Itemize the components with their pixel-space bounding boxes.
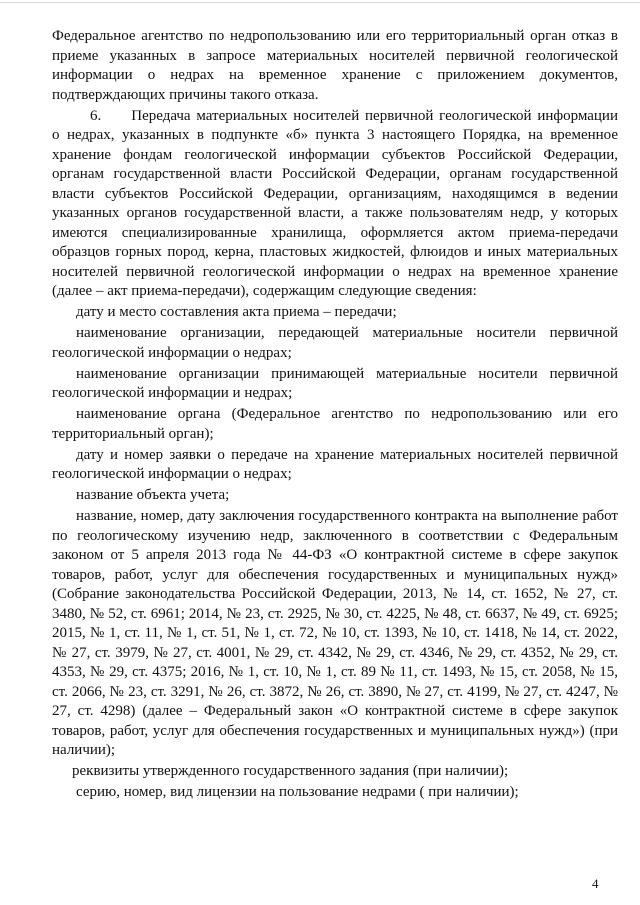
list-item-state-contract: название, номер, дату заключения государственного контракта на выполнение работ по геологическому изучению недр, заключенного в соответствии с Федеральным законом от 5 апреля 2013 года № 44-ФЗ «О контрактной системе в сфере закупок товаров, работ, услуг для обеспечения государственных и муниципальных нужд» (Собрание законодательства Российской Федерации, 2013, № 14, ст. 1652, № 27, ст. 3480, № 52, ст. 6961; 2014, № 23, ст. 2925, № 30, ст. 4225, № 48, ст. 6637, № 49, ст. 6925; 2015, № 1, ст. 11, № 1, ст. 51, № 1, ст. 72, № 10, ст. 1393, № 10, ст. 1418, № 14, ст. 2022, № 27, ст. 3979, № 27, ст. 4001, № 29, ст. 4342, № 29, ст. 4346, № 29, ст. 4352, № 29, ст. 4353, № 29, ст. 4375; 2016, № 1, ст. 10, № 1, ст. 89 № 11, ст. 1493, № 15, ст. 2058, № 15, ст. 2066, № 23, ст. 3291, № 26, ст. 3872, № 26, ст. 3890, № 27, ст. 4199, № 27, ст. 4247, № 27, ст. 4298) (далее – Федеральный закон «О контрактной системе в сфере закупок товаров, работ, услуг для обеспечения государственных и муниципальных нужд») (при наличии); xyxy=(52,508,618,758)
list-item-transferring-organization: наименование организации, передающей материальные носители первичной геологической информации о недрах; xyxy=(52,325,618,361)
item-number: 6. xyxy=(90,107,102,124)
list-item-object-name: название объекта учета; xyxy=(76,487,230,503)
list-item-request: дату и номер заявки о передаче на хранение материальных носителей первичной геологической информации о недрах; xyxy=(52,446,618,482)
list-item-agency: наименование органа (Федеральное агентство по недропользованию или его территориальный орган); xyxy=(52,406,618,442)
scan-edge-line xyxy=(0,2,640,3)
page-number: 4 xyxy=(592,876,599,891)
list-item-date-place: дату и место составления акта приема – передачи; xyxy=(76,304,397,320)
list-item-accepting-organization: наименование организации принимающей материальные носители первичной геологической информации и недрах; xyxy=(52,365,618,401)
paragraph-continuation: Федеральное агентство по недропользованию или его территориальный орган отказ в приеме указанных в запросе материальных носителей первичной геологической информации о недрах на временное хранение с приложением документов, подтверждающих причины такого отказа. xyxy=(52,28,618,103)
document-body xyxy=(52,27,618,804)
list-item-license: серию, номер, вид лицензии на пользование недрами ( при наличии); xyxy=(76,784,519,800)
list-item-state-task: реквизиты утвержденного государственного задания (при наличии); xyxy=(72,763,509,779)
item-6-text: Передача материальных носителей первичной геологической информации о недрах, указанных в подпункте «б» пункта 3 настоящего Порядка, на временное хранение фондам геологической информации субъектов Российской Федерации, органам государственной власти Российской Федерации, органам государственной власти субъектов Российской Федерации, организациям, находящимся в ведении указанных органов государственной власти, а также пользователям недр, у которых имеются специализированные хранилища, оформляется актом приема-передачи образцов горных пород, керна, пластовых жидкостей, флюидов и иных материальных носителей первичной геологической информации о недрах на временное хранение (далее – акт приема-передачи), содержащим следующие сведения: xyxy=(52,107,618,299)
paragraph-item-6 xyxy=(52,107,618,302)
